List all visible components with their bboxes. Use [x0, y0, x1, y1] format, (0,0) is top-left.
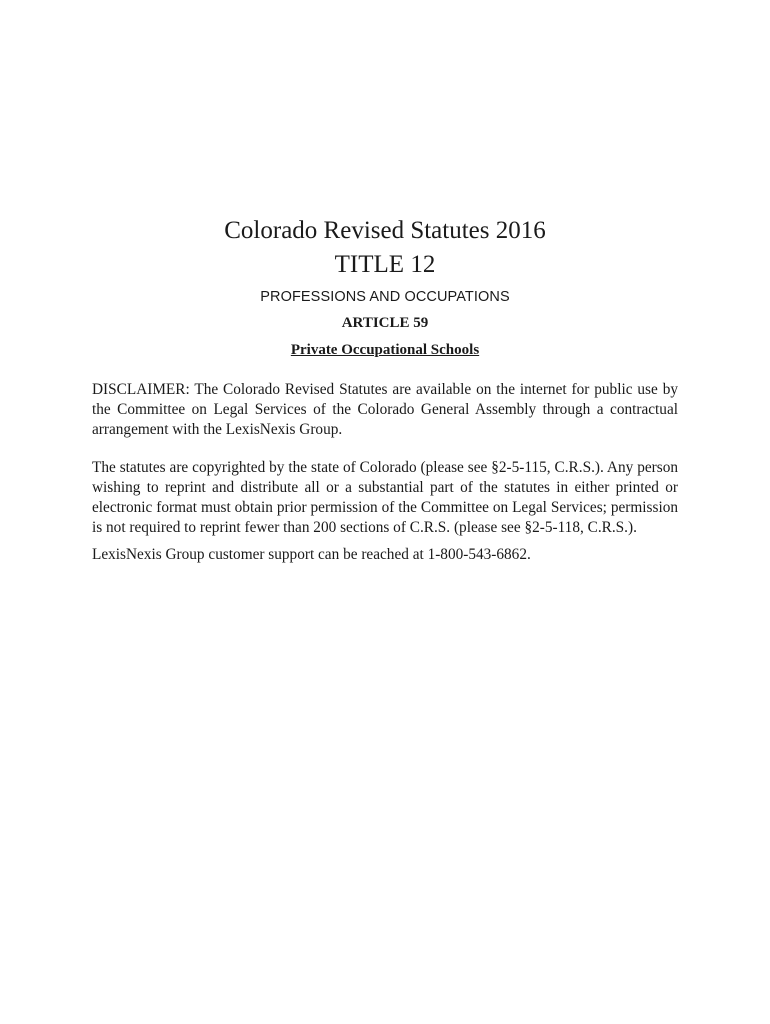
copyright-paragraph: The statutes are copyrighted by the state of Colorado (please see §2-5-115, C.R.S.). Any person wishing to reprint and distribute all or a substantial part of the statutes in either printed or electronic format must obtain prior permission of the Committee on Legal Services; permission is not required to reprint fewer than 200 sections of C.R.S. (please see §2-5-118, C.R.S.).: [92, 459, 678, 536]
disclaimer-paragraph: DISCLAIMER: The Colorado Revised Statutes are available on the internet for public use by the Committee on Legal Services of the Colorado General Assembly through a contractual arrangement with the LexisNexis Group.: [92, 381, 678, 438]
article-number: ARTICLE 59: [341, 315, 429, 331]
article-name: Private Occupational Schools: [290, 342, 480, 358]
document-title: Colorado Revised Statutes 2016: [224, 217, 546, 244]
support-paragraph: LexisNexis Group customer support can be reached at 1-800-543-6862.: [92, 546, 531, 563]
title-number: TITLE 12: [334, 251, 436, 278]
title-name: PROFESSIONS AND OCCUPATIONS: [260, 289, 510, 305]
